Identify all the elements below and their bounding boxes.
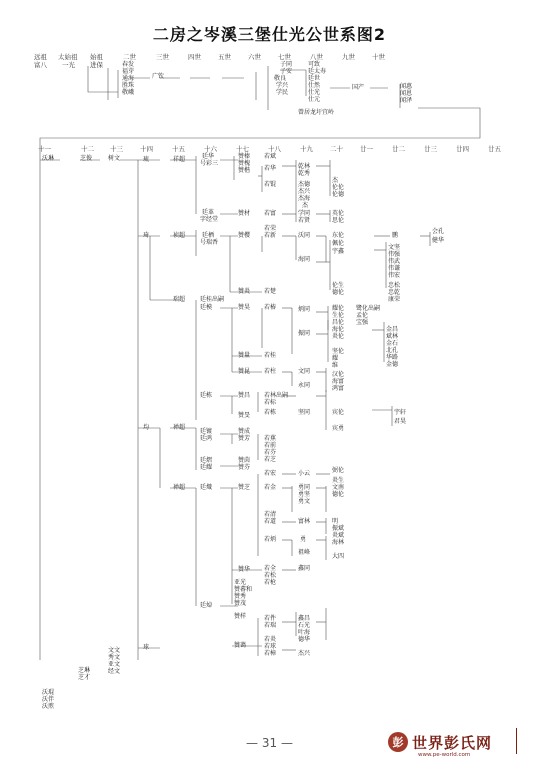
name-gen16-2-note: 字经堂 — [200, 216, 219, 223]
generation-label-20: 二十 — [330, 145, 343, 153]
name-gen19-9: 沃同 — [298, 232, 311, 239]
name-gen13-b3: 亚文 — [108, 661, 121, 668]
name-gen18-27: 若瑞 — [264, 622, 277, 629]
name-gen20-16: 坚伦 — [332, 348, 345, 355]
name-gen19-5: 杰海 — [298, 195, 311, 202]
generation-label-3: 三世 — [156, 53, 169, 61]
generation-label-12: 十二 — [81, 145, 94, 153]
name-gen21-12: 宝强 — [356, 319, 369, 326]
name-gen18-30: 若樟 — [264, 650, 277, 657]
name-gen20-19: 汉伦 — [332, 371, 345, 378]
name-gen14-4: 球 — [143, 644, 150, 651]
name-gen19-28: 杰兴 — [298, 650, 311, 657]
name-gen20-14: 海伦 — [332, 326, 345, 333]
generation-label-17: 十七 — [236, 145, 249, 153]
name-gen21-5: 伟谦 — [388, 265, 401, 272]
name-gen8-3: 廷世 — [308, 75, 321, 82]
name-gen19-3: 杰德 — [298, 181, 311, 188]
name-gen16-2: 廷革 — [202, 209, 215, 216]
name-gen14-2: 琦 — [143, 232, 150, 239]
name-gen21-20: 君昊 — [394, 418, 407, 425]
name-gen18-1: 若斌 — [264, 153, 277, 160]
name-gen19-18: 勇坚 — [298, 491, 311, 498]
name-gen16-3-note: 号瑞香 — [200, 239, 219, 246]
name-gen19-8: 若贤 — [298, 217, 311, 224]
generation-label-14: 十四 — [140, 145, 153, 153]
generation-label-19: 十九 — [300, 145, 313, 153]
name-gen19-4: 杰兴 — [298, 188, 311, 195]
name-gen2-4: 胜珠 — [122, 82, 135, 89]
name-gen18-19: 若金 — [264, 484, 277, 491]
name-gen20-27: 德伦 — [332, 491, 345, 498]
name-gen18-28: 若炎 — [264, 636, 277, 643]
name-gen20-3: 伦德 — [332, 191, 345, 198]
brand-website: www.pe-world.com — [418, 752, 471, 758]
name-gen2-1: 春发 — [122, 61, 135, 68]
name-gen18-26: 若件 — [264, 615, 277, 622]
name-gen20-28: 明 — [332, 518, 339, 525]
name-gen3: 广钦 — [152, 73, 165, 80]
name-gen17-10: 赞昌 — [238, 392, 251, 399]
generation-label-13: 十三 — [110, 145, 123, 153]
name-gen19-27: 德华 — [298, 636, 311, 643]
name-gen18-23: 若全 — [264, 565, 277, 572]
name-gen8-1: 可致 — [308, 61, 321, 68]
name-gen19-22: 祖峰 — [298, 549, 311, 556]
name-gen14-3: 均 — [143, 424, 150, 431]
name-gen20-31: 海林 — [332, 539, 345, 546]
name-gen11-b1: 沃琨 — [42, 689, 55, 696]
generation-label-8: 八世 — [310, 53, 323, 61]
generation-label-5: 五世 — [218, 53, 231, 61]
name-gen12-b1: 芝琳 — [78, 667, 91, 674]
page-title: 二房之岑溪三堡仕光公世系图2 — [152, 25, 387, 44]
name-gen20-22: 宾伦 — [332, 409, 345, 416]
generation-label-18: 十八 — [268, 145, 281, 153]
name-gen2-2: 福芽 — [122, 68, 135, 75]
name-gen20-6: 东伦 — [332, 232, 345, 239]
name-gen16-6: 廷栋 — [200, 392, 213, 399]
name-gen15-4: 禅超 — [173, 424, 186, 431]
name-gen17-9: 赞昆 — [238, 368, 251, 375]
name-gen18-16: 若芬 — [264, 449, 277, 456]
name-gen10-3: 闻泽 — [400, 97, 413, 104]
name-gen21-3: 伟强 — [388, 251, 401, 258]
name-gen20-13: 昌伦 — [332, 319, 345, 326]
name-gen19-25: 石光 — [298, 622, 311, 629]
name-gen19-20: 富林 — [298, 518, 311, 525]
name-gen11-b3: 沃煎 — [42, 703, 55, 710]
name-gen17-18: 亚光 — [234, 579, 247, 586]
generation-label-23: 廿三 — [424, 145, 437, 153]
name-gen13-b2: 秀文 — [108, 654, 121, 661]
name-gen21-6: 伟宏 — [388, 272, 401, 279]
name-gen7-3: 敬良 — [274, 75, 287, 82]
name-gen19-16: 小云 — [298, 470, 311, 477]
name-gen18-6: 若新 — [264, 232, 277, 239]
name-gen17-4: 赞材 — [238, 210, 251, 217]
name-gen17-22: 赞样 — [234, 613, 247, 620]
name-gen15-3: 瑞超 — [173, 296, 186, 303]
name-gen18-3: 若锟 — [264, 181, 277, 188]
generation-label-15: 十五 — [172, 145, 185, 153]
generation-label-16: 十六 — [204, 145, 217, 153]
name-gen18-9: 若桂 — [264, 352, 277, 359]
name-gen16-5: 廷模 — [200, 304, 213, 311]
name-gen21-2: 文坚 — [388, 244, 401, 251]
generation-label-2: 二世 — [123, 53, 136, 61]
name-gen17-20: 赞秀 — [234, 593, 247, 600]
name-gen21-1: 鹏 — [392, 232, 399, 239]
name-gen20-21: 鸿富 — [332, 385, 345, 392]
name-gen10-2: 闻恩 — [400, 90, 413, 97]
ancestor-name-fuba: 富八 — [34, 61, 47, 69]
name-gen11-b2: 沃伴 — [42, 696, 55, 703]
name-gen8-6: 仕元 — [308, 96, 321, 103]
name-gen18-24: 若松 — [264, 572, 277, 579]
name-gen20-18: 维 — [332, 362, 339, 369]
seal-logo-icon — [388, 732, 408, 752]
name-gen18-13: 若栋 — [264, 409, 277, 416]
name-gen15-2: 祯超 — [173, 232, 186, 239]
name-gen16-3: 廷栖 — [202, 232, 215, 239]
name-gen18-22: 若炳 — [264, 536, 277, 543]
page-number: — 31 — — [246, 736, 293, 750]
name-gen21-11: 孟伦 — [356, 312, 369, 319]
name-gen17-14: 赞茵 — [238, 457, 251, 464]
name-gen19-11: 炳同 — [298, 306, 311, 313]
name-gen19-21: 勇 — [300, 536, 307, 543]
name-gen2-5: 敬峨 — [122, 89, 135, 96]
name-gen9: 国产 — [352, 84, 365, 91]
name-gen20-20: 海富 — [332, 378, 345, 385]
name-gen17-7: 赞昊 — [238, 304, 251, 311]
name-gen16-1-note: 号彩三 — [200, 160, 219, 167]
name-gen20-29: 振斌 — [332, 525, 345, 532]
name-gen19-6: 杰 — [302, 202, 309, 209]
name-gen16-11: 廷熾 — [200, 484, 213, 491]
name-gen21-17: 华路 — [386, 354, 399, 361]
name-gen18-14: 若蕉 — [264, 435, 277, 442]
name-gen19-13: 文同 — [298, 368, 311, 375]
name-gen20-26: 文南 — [332, 484, 345, 491]
name-gen18-18: 若宏 — [264, 470, 277, 477]
brand-name: 世界彭氏网 — [412, 734, 493, 752]
name-gen18-5: 若荣 — [264, 225, 277, 232]
name-gen17-5: 赞樱 — [238, 232, 251, 239]
generation-label-9: 九世 — [342, 53, 355, 61]
name-gen13-b1: 文文 — [108, 647, 121, 654]
name-gen20-7: 佩伦 — [332, 240, 345, 247]
name-gen21-10: 鹭化出嗣 — [356, 305, 381, 312]
name-gen19-23: 鑫同 — [298, 565, 311, 572]
name-gen10-1: 闻惠 — [400, 83, 413, 90]
name-gen16-10: 廷耀 — [200, 464, 213, 471]
name-gen20-17: 耀 — [332, 355, 339, 362]
name-gen17-12: 赞成 — [238, 428, 251, 435]
name-gen20-12: 生伦 — [332, 312, 345, 319]
name-gen20-5: 思伦 — [332, 217, 345, 224]
name-gen17-2: 赞槐 — [238, 160, 251, 167]
name-gen12-b2: 芝才 — [78, 674, 91, 681]
side-decoration — [516, 728, 529, 754]
name-gen20-25: 炎生 — [332, 477, 345, 484]
name-gen17-13: 赞芳 — [238, 435, 251, 442]
name-gen19-19: 勇文 — [298, 498, 311, 505]
name-gen16-7: 廷镀 — [200, 428, 213, 435]
generation-label-11: 十一 — [38, 145, 51, 153]
generation-label-25: 廿五 — [488, 145, 501, 153]
name-gen17-15: 赞芬 — [238, 464, 251, 471]
generation-label-21: 廿一 — [360, 145, 373, 153]
name-gen13-b4: 经文 — [108, 668, 121, 675]
generation-label-yuanzu: 远祖 — [34, 53, 47, 61]
name-gen21-19: 宇轩 — [394, 409, 407, 416]
name-gen21-9: 康荣 — [388, 296, 401, 303]
name-gen18-7: 若楚 — [264, 288, 277, 295]
name-gen18-15: 若前 — [264, 442, 277, 449]
name-gen8-5: 仕光 — [308, 89, 321, 96]
name-gen7-5: 学民 — [276, 89, 289, 96]
generation-label-22: 廿二 — [392, 145, 405, 153]
name-gen17-3: 赞楷 — [238, 167, 251, 174]
name-gen20-1: 杰 — [332, 177, 339, 184]
generation-label-10: 十世 — [372, 53, 385, 61]
name-gen19-26: 叶海 — [298, 629, 311, 636]
name-gen18-8: 若椿 — [264, 304, 277, 311]
generation-label-7: 七世 — [278, 53, 291, 61]
name-gen13-main: 树文 — [108, 155, 121, 162]
name-gen16-9: 廷熠 — [200, 457, 213, 464]
name-gen21-14: 斌林 — [386, 333, 399, 340]
name-gen17-11: 赞旻 — [238, 412, 251, 419]
name-gen20-23: 宾勇 — [332, 425, 345, 432]
name-gen18-10: 若柱 — [264, 368, 277, 375]
generation-label-shizu: 始祖 — [90, 53, 103, 61]
name-gen7-1: 子同 — [280, 61, 293, 68]
name-gen14-1: 琉 — [143, 156, 150, 163]
name-gen20-4: 英伦 — [332, 210, 345, 217]
name-gen12-main: 芝俊 — [80, 155, 93, 162]
generation-label-24: 廿四 — [456, 145, 469, 153]
name-gen17-17: 赞华 — [238, 566, 251, 573]
name-gen7-4: 学兴 — [276, 82, 289, 89]
name-gen18-11: 若林出嗣 — [264, 392, 289, 399]
name-gen19-1: 乾林 — [298, 163, 311, 170]
name-gen15-5: 禅超 — [173, 484, 186, 491]
name-gen18-21: 若道 — [264, 518, 277, 525]
name-gen8-2: 廷太寿 — [308, 68, 327, 75]
name-gen16-12: 廷焯 — [200, 602, 213, 609]
name-gen18-29: 若球 — [264, 643, 277, 650]
name-gen2-3: 通海 — [122, 75, 135, 82]
name-gen21-16: 北孔 — [386, 347, 399, 354]
name-gen17-6: 赞炎 — [238, 288, 251, 295]
name-gen19-2: 乾秀 — [298, 170, 311, 177]
name-gen16-8: 廷鸿 — [200, 435, 213, 442]
name-gen20-9: 伦生 — [332, 282, 345, 289]
ancestor-name-yiguang: 一光 — [62, 61, 75, 69]
name-gen19-24: 鑫昌 — [298, 615, 311, 622]
name-gen7-2: 子安 — [280, 68, 293, 75]
name-gen18-2: 若华 — [264, 165, 277, 172]
name-gen18-17: 若芝 — [264, 456, 277, 463]
name-gen20-2: 伦伦 — [332, 184, 345, 191]
name-gen8-4: 仕然 — [308, 82, 321, 89]
name-gen15-1: 祥超 — [173, 156, 186, 163]
name-gen19-12: 振同 — [298, 330, 311, 337]
name-gen17-21: 赞茂 — [234, 600, 247, 607]
name-gen19-14: 永同 — [298, 382, 311, 389]
name-gen19-15: 坚同 — [298, 409, 311, 416]
name-gen21-15: 金石 — [386, 340, 399, 347]
residence-note: 曾居龙圩宜岭 — [298, 109, 335, 116]
name-gen21-18: 金德 — [386, 361, 399, 368]
name-gen20-24: 弼伦 — [332, 467, 345, 474]
name-gen19-10: 海同 — [298, 256, 311, 263]
name-gen22-1: 会孔 — [432, 228, 445, 235]
name-gen18-25: 若枪 — [264, 579, 277, 586]
name-gen22-2: 健华 — [432, 237, 445, 244]
name-gen20-10: 德伦 — [332, 289, 345, 296]
name-gen17-23: 赞蔼 — [234, 642, 247, 649]
name-gen21-8: 忠乾 — [388, 289, 401, 296]
name-gen18-20: 若清 — [264, 511, 277, 518]
name-gen11-main: 沃琳 — [42, 155, 55, 162]
seal-character: 彭 — [392, 736, 404, 749]
generation-label-taishizu: 太始祖 — [58, 53, 78, 61]
name-gen17-16: 赞芝 — [238, 484, 251, 491]
name-gen20-32: 大四 — [332, 553, 345, 560]
ancestor-name-jinbao: 进保 — [90, 61, 103, 69]
name-gen18-12: 若标 — [264, 399, 277, 406]
name-gen21-13: 金昌 — [386, 326, 399, 333]
name-gen17-19: 赞蕃和 — [234, 586, 253, 593]
name-gen20-15: 炎伦 — [332, 333, 345, 340]
name-gen17-8: 赞量 — [238, 352, 251, 359]
generation-label-4: 四世 — [188, 53, 201, 61]
name-gen20-8: 宇鑫 — [332, 248, 345, 255]
name-gen20-11: 耀伦 — [332, 305, 345, 312]
name-gen17-1: 赞榛 — [238, 153, 251, 160]
name-gen19-17: 勇同 — [298, 484, 311, 491]
generation-label-6: 六世 — [248, 53, 261, 61]
name-gen16-4: 廷桂出嗣 — [200, 296, 225, 303]
name-gen18-4: 若富 — [264, 210, 277, 217]
name-gen19-7: 学同 — [298, 210, 311, 217]
name-gen20-30: 炎斌 — [332, 532, 345, 539]
name-gen21-4: 伟武 — [388, 258, 401, 265]
name-gen21-7: 忠松 — [388, 282, 401, 289]
name-gen16-1: 廷华 — [202, 153, 215, 160]
